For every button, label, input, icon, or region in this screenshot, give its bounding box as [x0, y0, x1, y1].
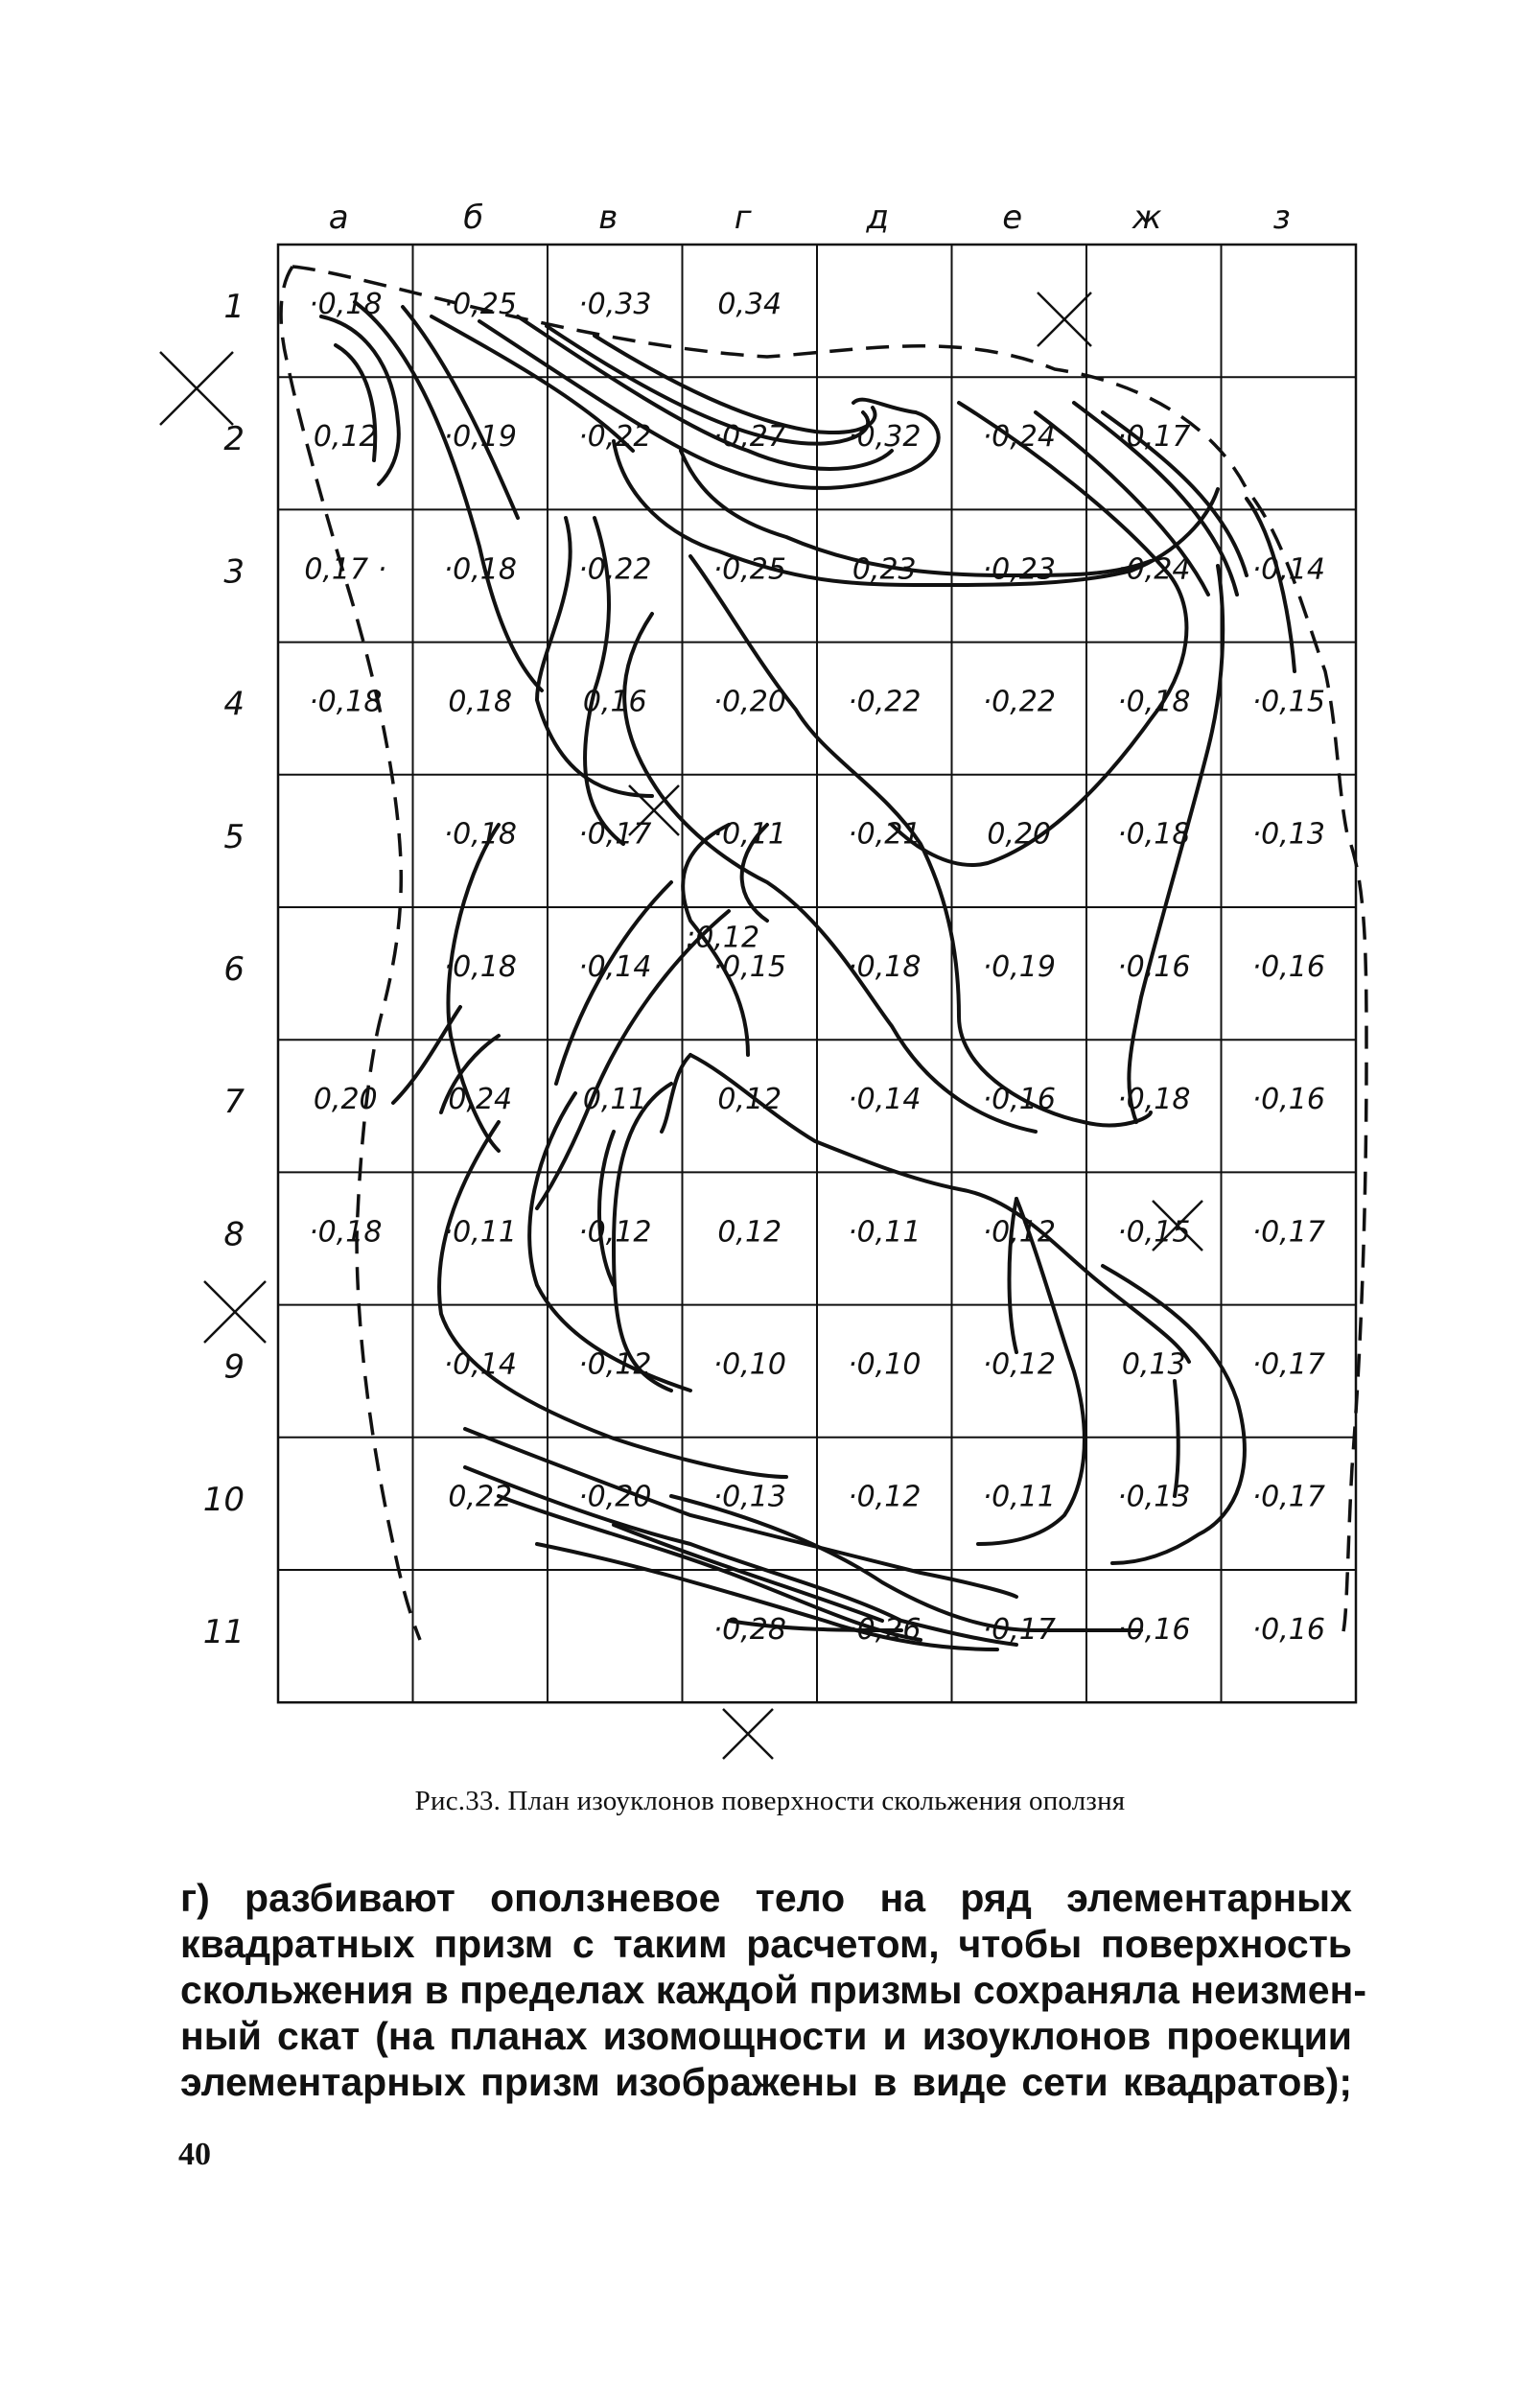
slope-value-label: :0,12 — [686, 921, 760, 955]
slope-value-label: ·0,11 — [712, 817, 786, 852]
slope-values — [304, 288, 1325, 1647]
slope-value-label: ·0,11 — [848, 1215, 922, 1250]
slope-value-label: 0,20 — [987, 817, 1052, 852]
slope-value-label: ·0,22 — [982, 685, 1056, 719]
slope-value-label: ·0,14 — [1251, 552, 1325, 587]
slope-value-label: ·0,25 — [443, 287, 517, 321]
paragraph-line: квадратных призм с таким расчетом, чтобы поверхность — [180, 1922, 1352, 1966]
slope-value-label: ·0,17 — [578, 817, 652, 852]
column-label: з — [1272, 199, 1291, 237]
cross-mark — [204, 1281, 266, 1343]
slope-value-label: ·0,11 — [443, 1215, 517, 1250]
slope-value-label: ·0,14 — [578, 949, 652, 984]
slope-value-label: ·0,14 — [848, 1083, 922, 1117]
slope-value-label: ·0,12 — [578, 1215, 652, 1250]
slope-value-label: ·0,12 — [982, 1215, 1056, 1250]
paragraph-line: ный скат (на планах изомощности и изоуклонов проекции — [180, 2014, 1352, 2058]
slope-value-label: ·0,15 — [1251, 685, 1325, 719]
slope-value-label: ·0,32 — [848, 420, 922, 455]
column-label: е — [1002, 199, 1023, 237]
slope-value-label: ·0,18 — [443, 949, 517, 984]
row-label: 3 — [223, 552, 245, 592]
square-grid — [278, 245, 1356, 1702]
slope-value-label: ·0,19 — [443, 420, 517, 455]
slope-value-label: ·0,22 — [578, 552, 652, 587]
slope-value-label: 0,16 — [582, 685, 647, 719]
slope-value-label: ·0,20 — [578, 1480, 652, 1514]
slope-value-label: ·0,26 — [848, 1612, 922, 1647]
slope-value-label: ·0,24 — [982, 420, 1056, 455]
slope-value-label: ·0,12 — [982, 1347, 1056, 1382]
page-number: 40 — [178, 2137, 211, 2172]
slope-value-label: ·0,17 — [982, 1612, 1056, 1647]
slope-value-label: ·0,13 — [1251, 817, 1325, 852]
slope-value-label: ·0,18 — [1117, 685, 1191, 719]
slope-value-label: ·0,17 — [1251, 1215, 1325, 1250]
slope-value-label: ·0,21 — [848, 817, 922, 852]
paragraph-line: элементарных призм изображены в виде сети квадратов); — [180, 2060, 1352, 2104]
slope-value-label: ·0,13 — [712, 1480, 786, 1514]
slope-value-label: ·0,19 — [982, 949, 1056, 984]
slope-value-label: ·0,28 — [712, 1612, 786, 1647]
slope-value-label: ·0,15 — [712, 949, 786, 984]
slope-value-label: 0,18 — [448, 685, 513, 719]
column-label: ж — [1132, 199, 1162, 237]
slope-value-label: 0,12 — [313, 420, 378, 455]
paragraph-line: скольжения в пределах каждой призмы сохраняла неизмен- — [180, 1968, 1366, 2012]
slope-value-label: ·0,15 — [1117, 1215, 1191, 1250]
slope-value-label: ·0,17 — [1251, 1347, 1325, 1382]
slope-value-label: ·0,23 — [982, 552, 1056, 587]
slope-value-label: ·0,16 — [1251, 1083, 1325, 1117]
slope-value-label: ·0,22 — [848, 685, 922, 719]
slope-value-label: 0,20 — [313, 1083, 378, 1117]
row-label: 2 — [223, 420, 245, 459]
slope-value-label: ·0,17 — [1251, 1480, 1325, 1514]
row-label: 8 — [223, 1215, 245, 1254]
slope-value-label: ·0,20 — [712, 685, 786, 719]
column-label: в — [598, 199, 618, 237]
cross-mark — [723, 1709, 773, 1759]
slope-value-label: ·0,22 — [578, 420, 652, 455]
slope-value-label: ·0,14 — [443, 1347, 517, 1382]
row-label: 4 — [223, 685, 245, 724]
slope-value-label: ·0,18 — [1117, 1083, 1191, 1117]
slope-value-label: ·0,13 — [1117, 1480, 1191, 1514]
slope-value-label: ·0,18 — [443, 817, 517, 852]
column-label: б — [463, 199, 484, 237]
slope-value-label: ·0,18 — [848, 949, 922, 984]
figure-caption: Рис.33. План изоуклонов поверхности скольжения оползня — [414, 1786, 1126, 1816]
cross-mark — [160, 352, 233, 425]
body-paragraph — [180, 1875, 1366, 2105]
column-label: а — [328, 199, 349, 237]
column-label: г — [734, 199, 752, 237]
slope-value-label: ·0,18 — [309, 685, 383, 719]
slope-value-label: ·0,18 — [309, 287, 383, 321]
cross-mark — [1038, 292, 1091, 346]
slope-value-label: 0,12 — [717, 1215, 782, 1250]
slope-value-label: ·0,27 — [712, 420, 786, 455]
row-label: 5 — [223, 817, 245, 856]
slope-value-label: ·0,18 — [1117, 817, 1191, 852]
slope-value-label: ·0,33 — [578, 287, 652, 321]
slope-value-label: 0,23 — [852, 552, 917, 587]
row-label: 7 — [223, 1083, 245, 1122]
row-label: 9 — [223, 1347, 245, 1387]
slope-value-label: ·0,11 — [982, 1480, 1056, 1514]
row-label: 11 — [202, 1613, 245, 1652]
slope-value-label: 0,22 — [448, 1480, 513, 1514]
slope-value-label: 0,34 — [717, 287, 782, 321]
slope-value-label: ·0,12 — [848, 1480, 922, 1514]
slope-value-label: 0,12 — [717, 1083, 782, 1117]
row-label: 6 — [223, 950, 245, 990]
column-label: д — [866, 199, 889, 237]
column-labels — [329, 199, 1291, 237]
slope-value-label: ·0,18 — [309, 1215, 383, 1250]
slope-value-label: ·0,16 — [1117, 949, 1191, 984]
slope-value-label: ·0,24 — [1117, 552, 1191, 587]
slope-value-label: ·0,16 — [982, 1083, 1056, 1117]
paragraph-line: г) разбивают оползневое тело на ряд элементарных — [180, 1876, 1352, 1920]
slope-value-label: ·0,10 — [712, 1347, 786, 1382]
slope-value-label: ·0,16 — [1117, 1612, 1191, 1647]
row-label: 10 — [202, 1480, 245, 1519]
row-label: 1 — [223, 288, 245, 327]
slope-value-label: ·0,17 — [1117, 420, 1191, 455]
row-labels — [203, 288, 245, 1651]
slope-value-label: ·0,18 — [443, 552, 517, 587]
slope-value-label: ·0,12 — [578, 1347, 652, 1382]
slope-value-label: 0,24 — [448, 1083, 513, 1117]
slope-value-label: ·0,16 — [1251, 1612, 1325, 1647]
slope-value-label: ·0,10 — [848, 1347, 922, 1382]
slope-value-label: 0,13 — [1121, 1347, 1186, 1382]
slope-value-label: 0,11 — [582, 1083, 647, 1117]
slope-value-label: ·0,25 — [712, 552, 786, 587]
slope-value-label: ·0,16 — [1251, 949, 1325, 984]
slope-value-label: 0,17 · — [304, 552, 387, 587]
